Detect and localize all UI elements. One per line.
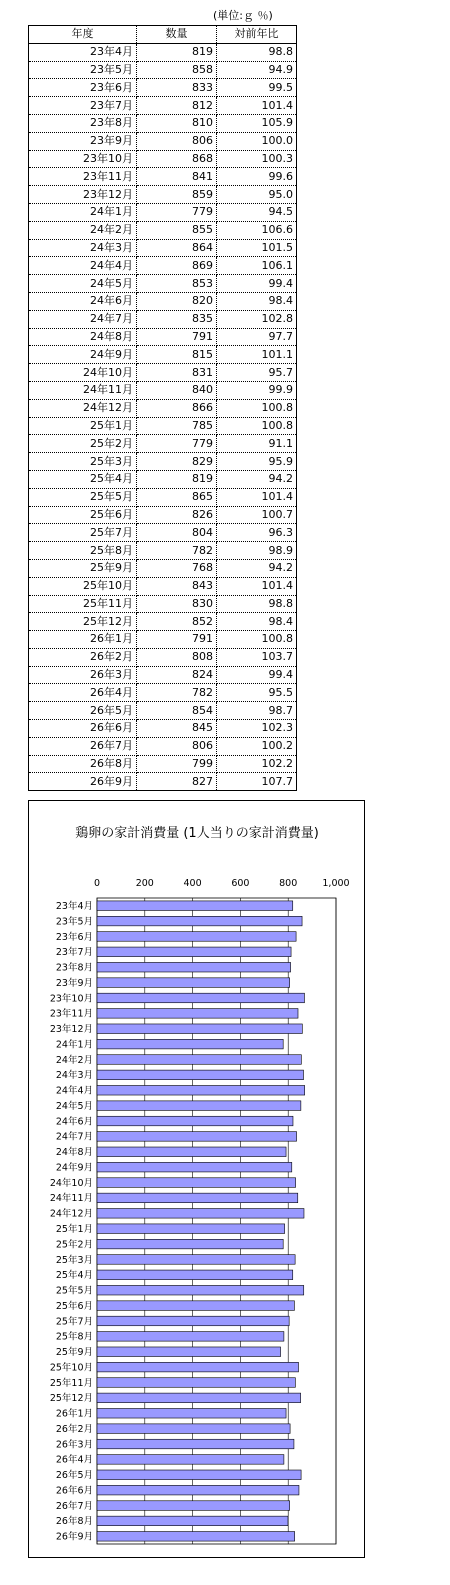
bar [97, 1301, 294, 1311]
bar [97, 947, 291, 957]
cell-yoy: 100.8 [217, 631, 297, 649]
table-row [29, 186, 297, 204]
cell-yoy: 102.3 [217, 720, 297, 738]
table-row [29, 435, 297, 453]
category-label: 26年2月 [55, 1423, 93, 1435]
cell-quantity: 779 [137, 435, 217, 453]
cell-yoy: 107.7 [217, 773, 297, 791]
category-label: 24年10月 [49, 1177, 93, 1189]
bar [97, 1055, 301, 1065]
category-label: 26年5月 [55, 1470, 93, 1482]
cell-quantity: 864 [137, 239, 217, 257]
table-row [29, 755, 297, 773]
table-row [29, 97, 297, 115]
cell-quantity: 791 [137, 631, 217, 649]
category-label: 26年7月 [55, 1500, 93, 1512]
x-tick-label: 1,000 [322, 878, 350, 889]
cell-month: 26年9月 [29, 773, 137, 791]
category-label: 25年12月 [49, 1393, 93, 1405]
cell-yoy: 102.2 [217, 755, 297, 773]
cell-yoy: 101.4 [217, 488, 297, 506]
table-row [29, 631, 297, 649]
table-row [29, 737, 297, 755]
category-label: 25年8月 [55, 1331, 93, 1343]
cell-month: 26年5月 [29, 702, 137, 720]
cell-month: 24年12月 [29, 399, 137, 417]
cell-quantity: 855 [137, 221, 217, 239]
bar [97, 1178, 296, 1188]
cell-month: 26年6月 [29, 720, 137, 738]
table-row [29, 203, 297, 221]
cell-quantity: 820 [137, 292, 217, 310]
category-label: 24年1月 [55, 1039, 93, 1051]
category-label: 25年3月 [55, 1254, 93, 1266]
header-quantity: 数量 [137, 26, 217, 44]
cell-yoy: 105.9 [217, 114, 297, 132]
table-row [29, 773, 297, 791]
category-label: 26年9月 [55, 1531, 93, 1543]
cell-month: 26年3月 [29, 666, 137, 684]
bar [97, 1085, 305, 1095]
bar [97, 1024, 302, 1034]
cell-quantity: 833 [137, 79, 217, 97]
x-tick-label: 0 [93, 878, 101, 889]
cell-quantity: 782 [137, 542, 217, 560]
bar [97, 1209, 304, 1219]
table-row [29, 61, 297, 79]
cell-quantity: 791 [137, 328, 217, 346]
cell-yoy: 96.3 [217, 524, 297, 542]
cell-yoy: 98.4 [217, 292, 297, 310]
table-row [29, 613, 297, 631]
table-row [29, 684, 297, 702]
table-row [29, 310, 297, 328]
cell-yoy: 95.5 [217, 684, 297, 702]
cell-yoy: 94.5 [217, 203, 297, 221]
table-row [29, 168, 297, 186]
cell-month: 24年6月 [29, 292, 137, 310]
cell-quantity: 806 [137, 737, 217, 755]
cell-month: 25年6月 [29, 506, 137, 524]
cell-month: 26年7月 [29, 737, 137, 755]
bar [97, 1408, 286, 1418]
table-row [29, 43, 297, 61]
cell-quantity: 812 [137, 97, 217, 115]
cell-quantity: 859 [137, 186, 217, 204]
category-label: 25年11月 [49, 1377, 93, 1389]
cell-yoy: 94.2 [217, 559, 297, 577]
category-label: 24年5月 [55, 1100, 93, 1112]
bar [97, 1393, 301, 1403]
cell-quantity: 843 [137, 577, 217, 595]
category-label: 26年4月 [55, 1454, 93, 1466]
cell-yoy: 103.7 [217, 648, 297, 666]
cell-month: 23年8月 [29, 114, 137, 132]
cell-yoy: 91.1 [217, 435, 297, 453]
cell-quantity: 858 [137, 61, 217, 79]
cell-quantity: 845 [137, 720, 217, 738]
category-label: 23年6月 [55, 931, 93, 943]
table-row [29, 79, 297, 97]
category-label: 25年1月 [55, 1223, 93, 1235]
cell-month: 24年10月 [29, 364, 137, 382]
cell-month: 25年3月 [29, 453, 137, 471]
cell-month: 23年12月 [29, 186, 137, 204]
table-row [29, 470, 297, 488]
cell-month: 25年12月 [29, 613, 137, 631]
bar [97, 1501, 290, 1511]
cell-month: 25年10月 [29, 577, 137, 595]
cell-yoy: 100.3 [217, 150, 297, 168]
bar [97, 1532, 295, 1542]
table-row [29, 381, 297, 399]
cell-quantity: 852 [137, 613, 217, 631]
cell-yoy: 95.7 [217, 364, 297, 382]
table-row [29, 364, 297, 382]
cell-quantity: 868 [137, 150, 217, 168]
cell-month: 26年4月 [29, 684, 137, 702]
x-tick-label: 600 [231, 878, 250, 889]
cell-month: 23年9月 [29, 132, 137, 150]
category-label: 24年4月 [55, 1085, 93, 1097]
cell-quantity: 819 [137, 470, 217, 488]
cell-quantity: 826 [137, 506, 217, 524]
table-row [29, 292, 297, 310]
cell-month: 23年7月 [29, 97, 137, 115]
bar [97, 1132, 297, 1142]
cell-quantity: 782 [137, 684, 217, 702]
cell-yoy: 95.9 [217, 453, 297, 471]
bar [97, 1516, 288, 1526]
category-label: 24年3月 [55, 1070, 93, 1082]
bar [97, 1378, 295, 1388]
bar [97, 1193, 298, 1203]
bar [97, 1270, 293, 1280]
category-label: 26年6月 [55, 1485, 93, 1497]
cell-month: 24年11月 [29, 381, 137, 399]
bar [97, 1224, 285, 1234]
table-row [29, 257, 297, 275]
category-label: 25年9月 [55, 1347, 93, 1359]
cell-yoy: 102.8 [217, 310, 297, 328]
bar [97, 1485, 299, 1495]
table-header-row [29, 26, 297, 44]
cell-yoy: 94.9 [217, 61, 297, 79]
cell-yoy: 101.4 [217, 577, 297, 595]
table-row [29, 524, 297, 542]
cell-yoy: 100.8 [217, 417, 297, 435]
category-label: 25年2月 [55, 1239, 93, 1251]
table-row [29, 453, 297, 471]
table-row [29, 648, 297, 666]
category-label: 25年5月 [55, 1285, 93, 1297]
table-row [29, 720, 297, 738]
bar [97, 1255, 295, 1265]
x-tick-label: 200 [135, 878, 154, 889]
category-label: 24年9月 [55, 1162, 93, 1174]
cell-quantity: 768 [137, 559, 217, 577]
chart-title: 鶏卵の家計消費量 (1人当りの家計消費量) [75, 826, 319, 841]
category-label: 25年7月 [55, 1316, 93, 1328]
cell-quantity: 854 [137, 702, 217, 720]
bar [97, 1424, 290, 1434]
bar [97, 1239, 283, 1249]
category-label: 24年8月 [55, 1147, 93, 1159]
cell-yoy: 98.8 [217, 43, 297, 61]
cell-yoy: 100.0 [217, 132, 297, 150]
cell-month: 23年10月 [29, 150, 137, 168]
header-year: 年度 [29, 26, 137, 44]
cell-month: 24年5月 [29, 275, 137, 293]
category-label: 24年11月 [49, 1193, 93, 1205]
category-label: 23年11月 [49, 1008, 93, 1020]
cell-yoy: 101.1 [217, 346, 297, 364]
category-label: 23年4月 [55, 900, 93, 912]
bar [97, 1116, 293, 1126]
cell-yoy: 99.4 [217, 666, 297, 684]
consumption-table [28, 25, 297, 791]
cell-yoy: 97.7 [217, 328, 297, 346]
bar [97, 916, 302, 926]
cell-month: 25年1月 [29, 417, 137, 435]
cell-month: 23年5月 [29, 61, 137, 79]
bar [97, 1070, 303, 1080]
table-row [29, 150, 297, 168]
cell-month: 26年1月 [29, 631, 137, 649]
cell-quantity: 799 [137, 755, 217, 773]
cell-quantity: 835 [137, 310, 217, 328]
bar [97, 1362, 298, 1372]
category-label: 25年6月 [55, 1300, 93, 1312]
cell-quantity: 869 [137, 257, 217, 275]
cell-yoy: 101.5 [217, 239, 297, 257]
cell-quantity: 815 [137, 346, 217, 364]
table-row [29, 328, 297, 346]
table-row [29, 346, 297, 364]
bar [97, 962, 291, 972]
cell-quantity: 785 [137, 417, 217, 435]
header-yoy: 対前年比 [217, 26, 297, 44]
table-row [29, 221, 297, 239]
cell-quantity: 827 [137, 773, 217, 791]
category-label: 26年1月 [55, 1408, 93, 1420]
category-label: 23年7月 [55, 947, 93, 959]
bar [97, 1332, 284, 1342]
table-row [29, 666, 297, 684]
cell-month: 24年4月 [29, 257, 137, 275]
cell-yoy: 100.2 [217, 737, 297, 755]
cell-quantity: 824 [137, 666, 217, 684]
table-row [29, 702, 297, 720]
cell-quantity: 829 [137, 453, 217, 471]
unit-note: (単位:ｇ ％) [213, 9, 273, 22]
cell-yoy: 94.2 [217, 470, 297, 488]
table-row [29, 559, 297, 577]
category-label: 25年10月 [49, 1362, 93, 1374]
cell-quantity: 819 [137, 43, 217, 61]
cell-yoy: 106.6 [217, 221, 297, 239]
cell-quantity: 840 [137, 381, 217, 399]
table-row [29, 506, 297, 524]
category-label: 24年2月 [55, 1054, 93, 1066]
cell-month: 25年11月 [29, 595, 137, 613]
cell-quantity: 779 [137, 203, 217, 221]
cell-yoy: 106.1 [217, 257, 297, 275]
cell-yoy: 98.4 [217, 613, 297, 631]
bar [97, 1147, 286, 1157]
cell-yoy: 99.5 [217, 79, 297, 97]
category-label: 23年12月 [49, 1024, 93, 1036]
bar [97, 901, 293, 911]
cell-yoy: 95.0 [217, 186, 297, 204]
category-label: 24年6月 [55, 1116, 93, 1128]
cell-yoy: 101.4 [217, 97, 297, 115]
cell-yoy: 98.8 [217, 595, 297, 613]
x-tick-label: 800 [279, 878, 298, 889]
cell-month: 25年5月 [29, 488, 137, 506]
cell-month: 25年7月 [29, 524, 137, 542]
cell-month: 24年2月 [29, 221, 137, 239]
cell-month: 26年8月 [29, 755, 137, 773]
cell-quantity: 810 [137, 114, 217, 132]
chart-frame [28, 800, 365, 1558]
table-row [29, 132, 297, 150]
cell-quantity: 806 [137, 132, 217, 150]
cell-yoy: 99.6 [217, 168, 297, 186]
bar [97, 1039, 283, 1049]
cell-yoy: 98.9 [217, 542, 297, 560]
cell-month: 24年9月 [29, 346, 137, 364]
cell-quantity: 830 [137, 595, 217, 613]
category-label: 23年9月 [55, 977, 93, 989]
bar [97, 978, 290, 988]
cell-yoy: 100.8 [217, 399, 297, 417]
cell-quantity: 808 [137, 648, 217, 666]
category-label: 23年10月 [49, 993, 93, 1005]
table-row [29, 488, 297, 506]
cell-month: 23年4月 [29, 43, 137, 61]
cell-month: 23年11月 [29, 168, 137, 186]
bar [97, 1101, 301, 1111]
cell-month: 24年3月 [29, 239, 137, 257]
x-tick-label: 400 [183, 878, 202, 889]
cell-quantity: 804 [137, 524, 217, 542]
bar [97, 932, 296, 942]
category-label: 24年7月 [55, 1131, 93, 1143]
table-row [29, 399, 297, 417]
bar [97, 1470, 301, 1480]
category-label: 25年4月 [55, 1270, 93, 1282]
bar [97, 1347, 281, 1357]
table-row [29, 595, 297, 613]
category-label: 23年5月 [55, 916, 93, 928]
bar-chart [29, 801, 366, 1559]
category-label: 26年8月 [55, 1516, 93, 1528]
category-label: 23年8月 [55, 962, 93, 974]
cell-month: 24年8月 [29, 328, 137, 346]
cell-quantity: 866 [137, 399, 217, 417]
cell-month: 26年2月 [29, 648, 137, 666]
cell-month: 24年1月 [29, 203, 137, 221]
table-row [29, 577, 297, 595]
bar [97, 1455, 284, 1465]
bar [97, 1162, 292, 1172]
cell-month: 23年6月 [29, 79, 137, 97]
cell-yoy: 99.4 [217, 275, 297, 293]
cell-month: 25年4月 [29, 470, 137, 488]
cell-quantity: 865 [137, 488, 217, 506]
cell-quantity: 853 [137, 275, 217, 293]
cell-month: 24年7月 [29, 310, 137, 328]
bar [97, 1285, 304, 1295]
category-label: 24年12月 [49, 1208, 93, 1220]
table-row [29, 417, 297, 435]
cell-month: 25年9月 [29, 559, 137, 577]
cell-quantity: 831 [137, 364, 217, 382]
cell-month: 25年2月 [29, 435, 137, 453]
table-row [29, 114, 297, 132]
bar [97, 1439, 294, 1449]
bar [97, 993, 304, 1003]
bar [97, 1009, 298, 1019]
cell-quantity: 841 [137, 168, 217, 186]
table-row [29, 275, 297, 293]
cell-yoy: 99.9 [217, 381, 297, 399]
cell-yoy: 98.7 [217, 702, 297, 720]
category-label: 26年3月 [55, 1439, 93, 1451]
cell-yoy: 100.7 [217, 506, 297, 524]
table-row [29, 542, 297, 560]
table-row [29, 239, 297, 257]
cell-month: 25年8月 [29, 542, 137, 560]
bar [97, 1316, 289, 1326]
